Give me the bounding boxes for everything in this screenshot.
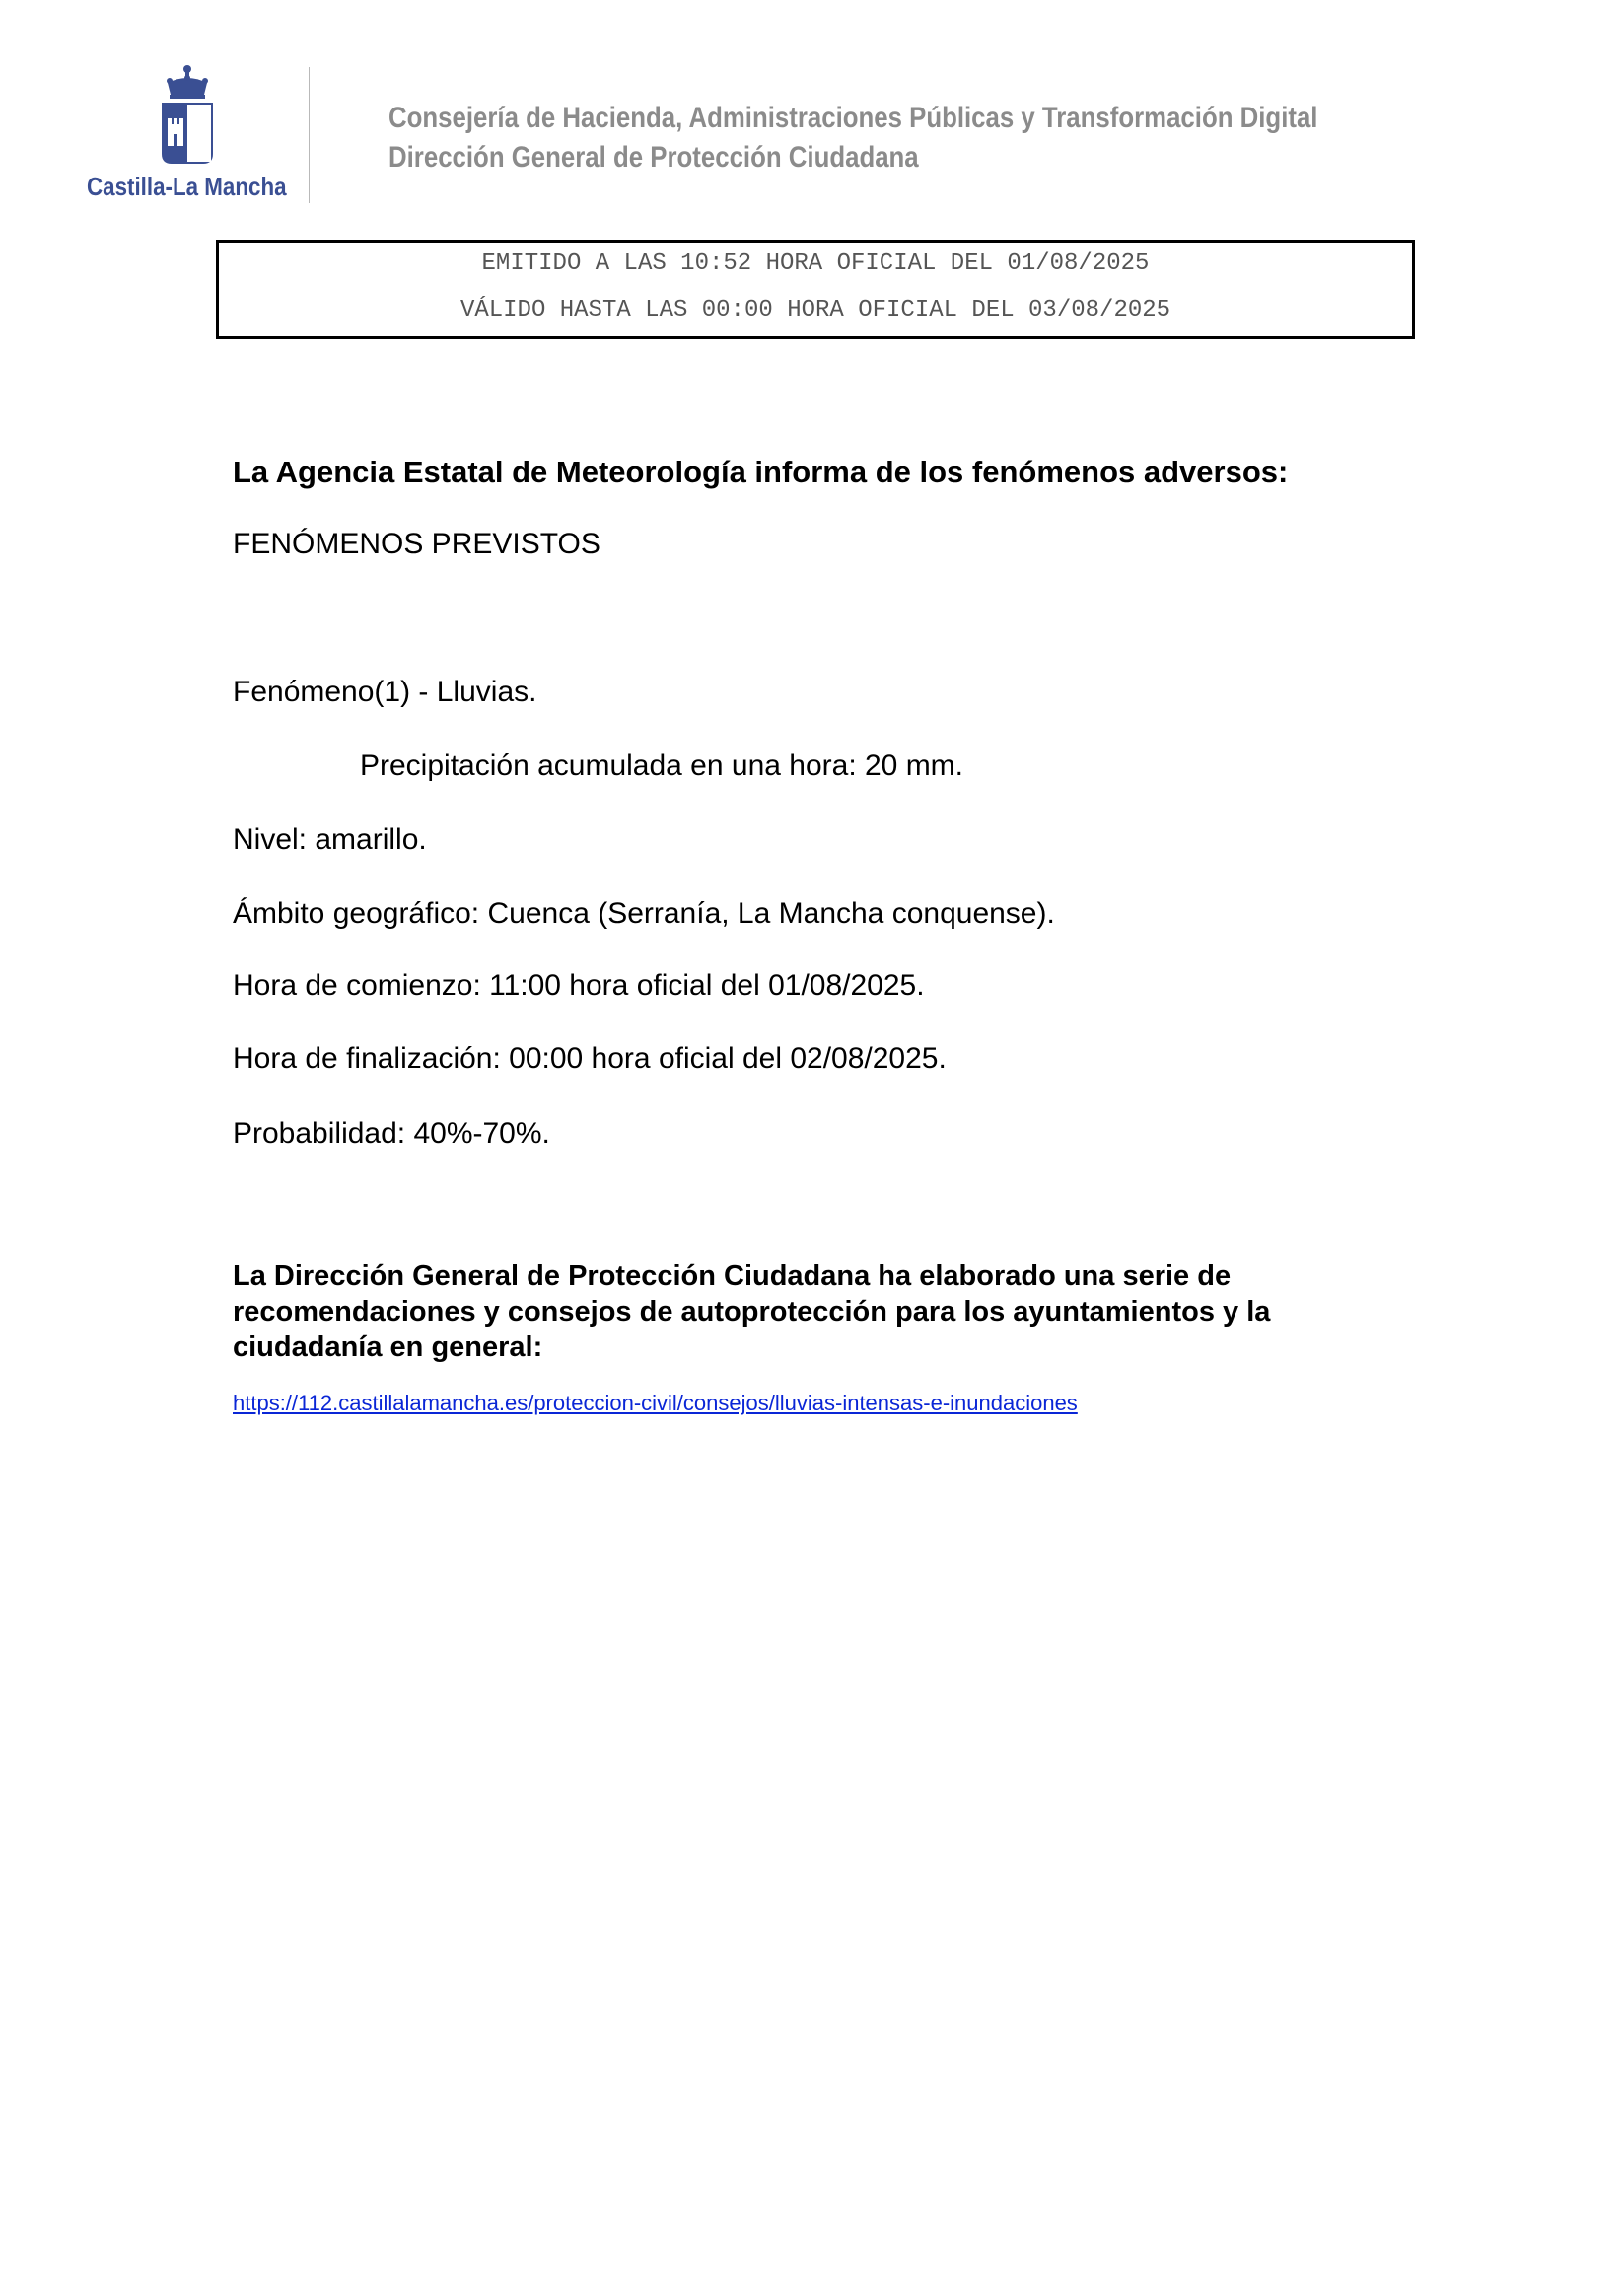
header-organization (388, 99, 1317, 178)
department-name: Consejería de Hacienda, Administraciones Públicas y Transformación Digital (388, 102, 1318, 134)
valid-until: VÁLIDO HASTA LAS 00:00 HORA OFICIAL DEL 03/08/2025 (459, 297, 1171, 323)
coat-of-arms-icon (158, 63, 217, 166)
emission-box (216, 240, 1415, 339)
directorate-name: Dirección General de Protección Ciudadana (388, 141, 919, 174)
end-time-text: Hora de finalización: 00:00 hora oficial del 02/08/2025. (233, 1042, 947, 1075)
level-text: Nivel: amarillo. (233, 824, 427, 856)
issued-time: EMITIDO A LAS 10:52 HORA OFICIAL DEL 01/08/2025 (481, 251, 1150, 277)
phenomenon-text: Fenómeno(1) - Lluvias. (233, 676, 537, 708)
precipitation-text: Precipitación acumulada en una hora: 20 mm. (360, 750, 964, 782)
page-title: La Agencia Estatal de Meteorología informa de los fenómenos adversos: (233, 455, 1289, 489)
header-divider (309, 67, 310, 203)
section-heading: FENÓMENOS PREVISTOS (233, 528, 600, 560)
area-text: Ámbito geográfico: Cuenca (Serranía, La Mancha conquense). (233, 897, 1055, 930)
logo-text: Castilla-La Mancha (87, 172, 287, 201)
recommendations-text: La Dirección General de Protección Ciudadana ha elaborado una serie de recomendaciones y consejos de autoprotección para los ayuntamientos y la ciudadanía en general: (233, 1260, 1271, 1363)
recommendations-link[interactable]: https://112.castillalamancha.es/proteccion-civil/consejos/lluvias-intensas-e-inundaciones (233, 1391, 1078, 1415)
probability-text: Probabilidad: 40%-70%. (233, 1117, 550, 1150)
start-time-text: Hora de comienzo: 11:00 hora oficial del 01/08/2025. (233, 969, 925, 1002)
castilla-la-mancha-logo (83, 63, 310, 207)
